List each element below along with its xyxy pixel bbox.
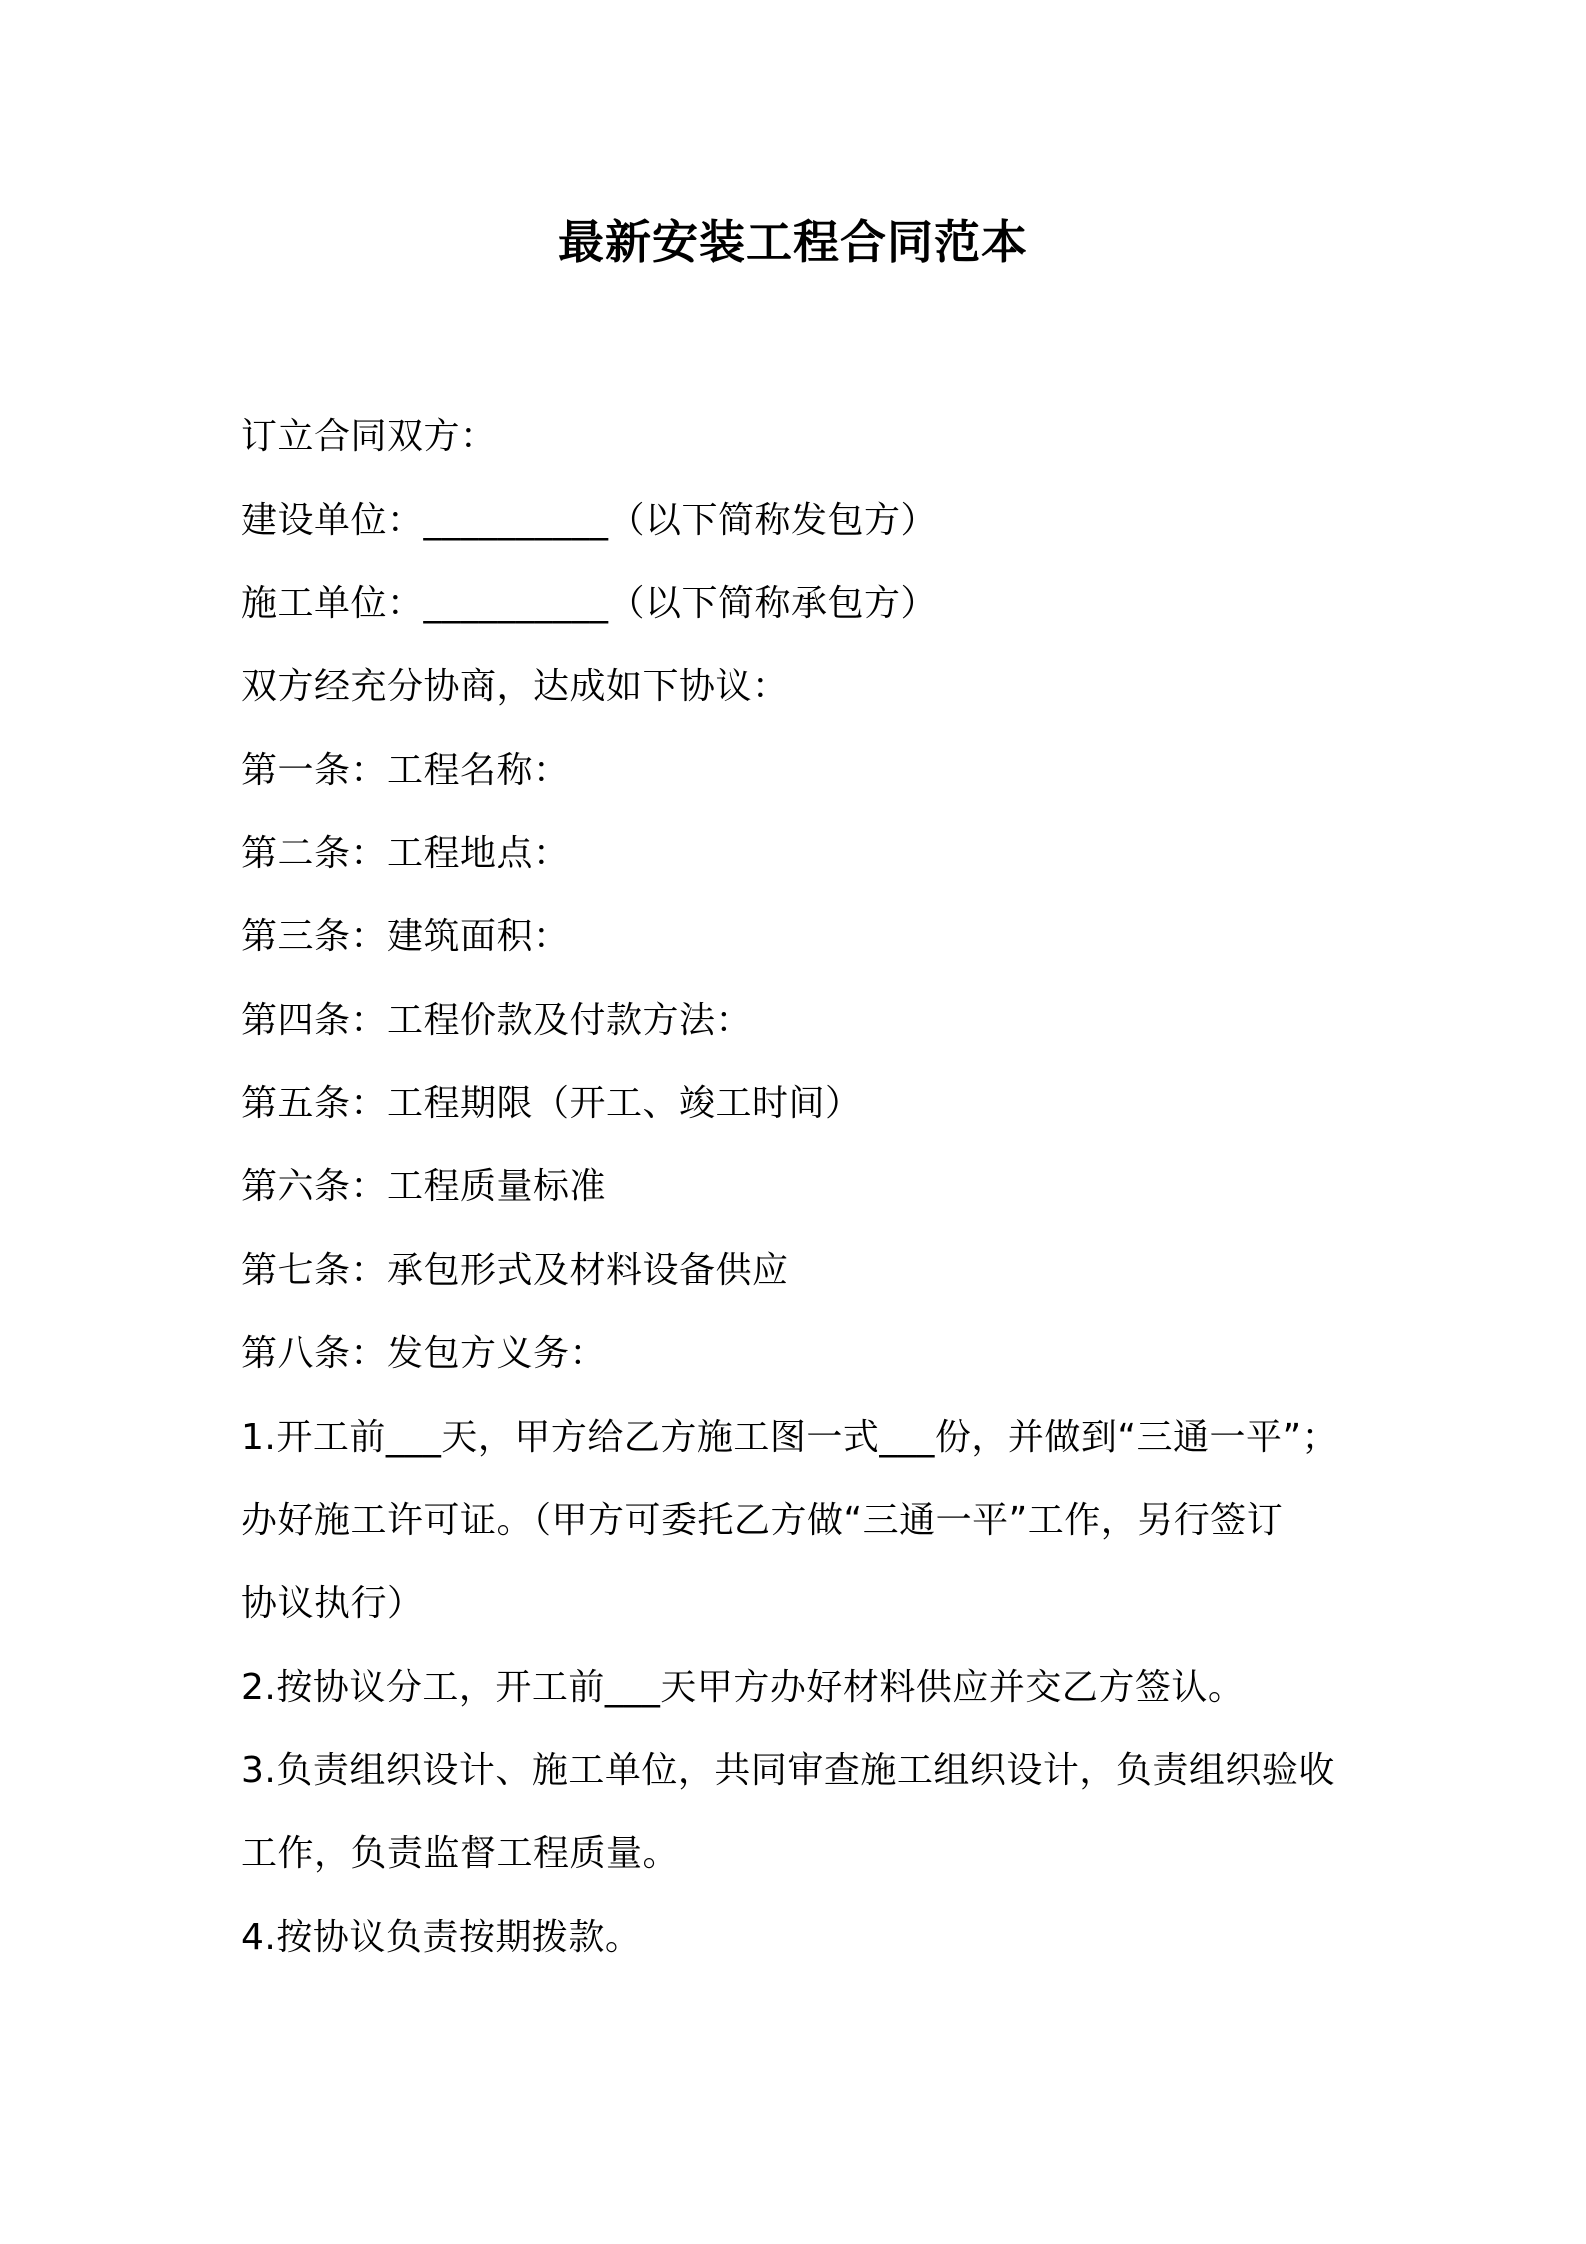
text-line-clause-3a: 3.负责组织设计、施工单位，共同审查施工组织设计，负责组织验收 [241,1750,1335,1791]
text-line-article-3: 第三条：建筑面积： [241,916,570,957]
text-line-clause-1b: 办好施工许可证。（甲方可委托乙方做“三通一平”工作，另行签订 [241,1500,1284,1541]
text-line-clause-2: 2.按协议分工，开工前___天甲方办好材料供应并交乙方签认。 [241,1667,1245,1708]
text-line-article-4: 第四条：工程价款及付款方法： [241,1000,753,1041]
text-line-article-2: 第二条：工程地点： [241,833,570,874]
text-line-article-5: 第五条：工程期限（开工、竣工时间） [241,1083,862,1124]
text-line-clause-4: 4.按协议负责按期拨款。 [241,1917,642,1958]
text-line-clause-1c: 协议执行） [241,1583,424,1624]
text-line-employer: 建设单位：__________（以下简称发包方） [241,500,938,541]
text-line-article-6: 第六条：工程质量标准 [241,1166,607,1207]
text-line-contractor: 施工单位：__________（以下简称承包方） [241,583,938,624]
text-line-clause-1a: 1.开工前___天，甲方给乙方施工图一式___份，并做到“三通一平”； [241,1417,1339,1458]
text-line-article-7: 第七条：承包形式及材料设备供应 [241,1250,789,1291]
text-line-parties: 订立合同双方： [241,416,497,457]
document-title: 最新安装工程合同范本 [558,215,1028,269]
text-line-agreement: 双方经充分协商，达成如下协议： [241,666,789,707]
text-line-clause-3b: 工作，负责监督工程质量。 [241,1833,680,1874]
text-line-article-8: 第八条：发包方义务： [241,1333,607,1374]
text-line-article-1: 第一条：工程名称： [241,750,570,791]
